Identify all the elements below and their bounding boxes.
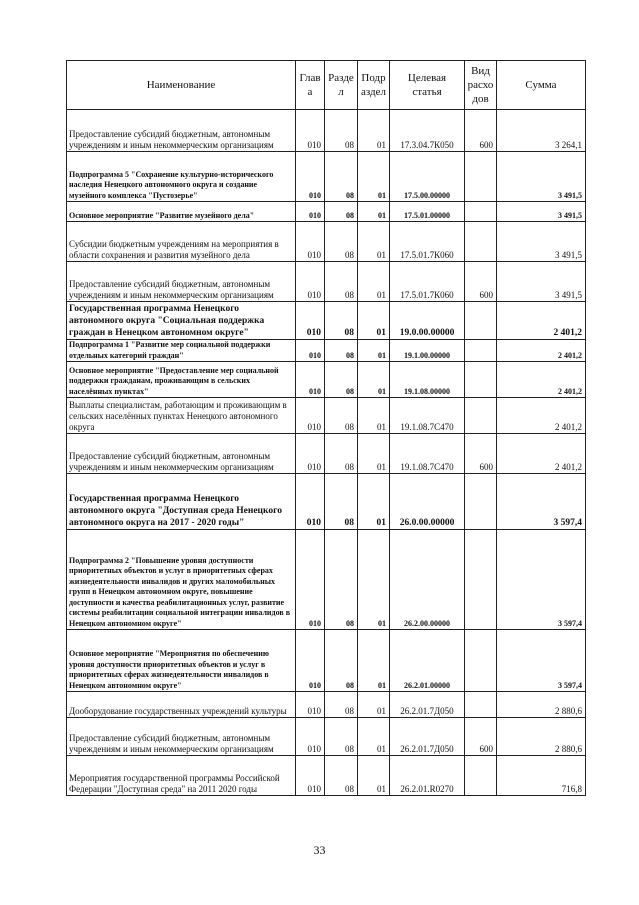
cell-glava: 010 (296, 222, 325, 262)
cell-target: 17.5.01.00000 (390, 202, 465, 222)
cell-target: 17.3.04.7К050 (390, 110, 465, 152)
table-row (67, 692, 586, 718)
cell-target: 17.5.00.00000 (390, 152, 465, 202)
table-row (67, 474, 586, 530)
cell-glava: 010 (296, 718, 325, 756)
cell-razdel: 08 (325, 718, 358, 756)
cell-vid: 600 (465, 718, 497, 756)
cell-glava: 010 (296, 202, 325, 222)
cell-target: 17.5.01.7К060 (390, 262, 465, 302)
cell-sum: 3 597,4 (497, 474, 586, 530)
cell-target: 19.0.00.00000 (390, 302, 465, 340)
cell-glava: 010 (296, 692, 325, 718)
cell-vid: 600 (465, 434, 497, 474)
cell-podrazdel: 01 (358, 340, 390, 362)
cell-podrazdel: 01 (358, 302, 390, 340)
cell-razdel: 08 (325, 692, 358, 718)
header-sum: Сумма (497, 61, 586, 110)
cell-name: Подпрограмма 5 "Сохранение культурно-исторического наследия Ненецкого автономного округа и создание музейного комплекса "Пустозерье" (67, 152, 296, 202)
cell-razdel: 08 (325, 398, 358, 434)
cell-vid (465, 362, 497, 398)
cell-razdel: 08 (325, 262, 358, 302)
cell-target: 26.2.01.R0270 (390, 756, 465, 796)
header-razdel: Разде л (325, 61, 358, 110)
cell-razdel: 08 (325, 222, 358, 262)
cell-razdel: 08 (325, 362, 358, 398)
cell-target: 26.2.01.7Д050 (390, 718, 465, 756)
cell-name: Основное мероприятие "Мероприятия по обеспечению уровня доступности приоритетных объектов и услуг в приоритетных сферах жизнедеятельности инвалидов в Ненецком автономном округе" (67, 630, 296, 692)
cell-podrazdel: 01 (358, 202, 390, 222)
cell-razdel: 08 (325, 530, 358, 630)
cell-target: 19.1.08.00000 (390, 362, 465, 398)
cell-vid (465, 340, 497, 362)
cell-razdel: 08 (325, 756, 358, 796)
cell-glava: 010 (296, 434, 325, 474)
cell-sum: 3 491,5 (497, 152, 586, 202)
cell-name: Субсидии бюджетным учреждениям на мероприятия в области сохранения и развития музейного дела (67, 222, 296, 262)
cell-razdel: 08 (325, 110, 358, 152)
table-row (67, 718, 586, 756)
cell-target: 26.2.01.00000 (390, 630, 465, 692)
cell-sum: 3 264,1 (497, 110, 586, 152)
cell-glava: 010 (296, 398, 325, 434)
cell-glava: 010 (296, 340, 325, 362)
cell-sum: 3 491,5 (497, 262, 586, 302)
cell-glava: 010 (296, 474, 325, 530)
cell-vid (465, 202, 497, 222)
cell-vid (465, 692, 497, 718)
cell-target: 19.1.08.7С470 (390, 434, 465, 474)
cell-vid: 600 (465, 110, 497, 152)
cell-vid (465, 474, 497, 530)
header-vid: Вид расхо дов (465, 61, 497, 110)
cell-podrazdel: 01 (358, 692, 390, 718)
cell-sum: 2 880,6 (497, 692, 586, 718)
table-row (67, 262, 586, 302)
table-body (67, 110, 586, 796)
table-row (67, 630, 586, 692)
cell-razdel: 08 (325, 152, 358, 202)
cell-glava: 010 (296, 262, 325, 302)
budget-table-container (66, 60, 585, 796)
header-glava: Глав а (296, 61, 325, 110)
cell-target: 26.0.00.00000 (390, 474, 465, 530)
header-target: Целевая статья (390, 61, 465, 110)
table-row (67, 222, 586, 262)
cell-name: Предоставление субсидий бюджетным, автономным учреждениям и иным некоммерческим организациям (67, 434, 296, 474)
table-row (67, 340, 586, 362)
table-header-row (67, 61, 586, 110)
cell-sum: 3 491,5 (497, 222, 586, 262)
cell-podrazdel: 01 (358, 222, 390, 262)
cell-razdel: 08 (325, 434, 358, 474)
cell-sum: 3 597,4 (497, 530, 586, 630)
table-row (67, 756, 586, 796)
cell-sum: 2 401,2 (497, 398, 586, 434)
cell-glava: 010 (296, 110, 325, 152)
cell-podrazdel: 01 (358, 474, 390, 530)
cell-name: Государственная программа Ненецкого автономного округа "Доступная среда Ненецкого автономного округа на 2017 - 2020 годы" (67, 474, 296, 530)
cell-name: Мероприятия государственной программы Российской Федерации "Доступная среда" на 2011 2020 годы (67, 756, 296, 796)
cell-name: Основное мероприятие "Развитие музейного дела" (67, 202, 296, 222)
table-row (67, 302, 586, 340)
cell-name: Предоставление субсидий бюджетным, автономным учреждениям и иным некоммерческим организациям (67, 262, 296, 302)
cell-glava: 010 (296, 362, 325, 398)
cell-name: Подпрограмма 2 "Повышение уровня доступности приоритетных объектов и услуг в приоритетных сферах жизнедеятельности инвалидов и других маломобильных групп в Ненецком автономном округе, повышение доступности и качества реабилитационных услуг, развитие системы реабилитации социальной интеграции инвалидов в Ненецком автономном округе" (67, 530, 296, 630)
table-row (67, 398, 586, 434)
cell-razdel: 08 (325, 202, 358, 222)
page-number: 33 (313, 843, 326, 857)
cell-name: Предоставление субсидий бюджетным, автономным учреждениям и иным некоммерческим организациям (67, 718, 296, 756)
cell-glava: 010 (296, 530, 325, 630)
table-row (67, 110, 586, 152)
cell-sum: 3 491,5 (497, 202, 586, 222)
cell-vid (465, 302, 497, 340)
cell-podrazdel: 01 (358, 718, 390, 756)
cell-podrazdel: 01 (358, 630, 390, 692)
cell-glava: 010 (296, 756, 325, 796)
cell-sum: 2 880,6 (497, 718, 586, 756)
cell-name: Выплаты специалистам, работающим и проживающим в сельских населённых пунктах Ненецкого автономного округа (67, 398, 296, 434)
cell-glava: 010 (296, 630, 325, 692)
table-row (67, 434, 586, 474)
cell-name: Дооборудование государственных учреждений культуры (67, 692, 296, 718)
cell-sum: 2 401,2 (497, 362, 586, 398)
cell-podrazdel: 01 (358, 530, 390, 630)
cell-vid (465, 756, 497, 796)
cell-target: 17.5.01.7К060 (390, 222, 465, 262)
cell-podrazdel: 01 (358, 756, 390, 796)
cell-target: 19.1.00.00000 (390, 340, 465, 362)
cell-sum: 3 597,4 (497, 630, 586, 692)
table-row (67, 152, 586, 202)
cell-vid (465, 222, 497, 262)
cell-name: Подпрограмма 1 "Развитие мер социальной поддержки отдельных категорий граждан" (67, 340, 296, 362)
cell-target: 26.2.00.00000 (390, 530, 465, 630)
cell-podrazdel: 01 (358, 362, 390, 398)
cell-podrazdel: 01 (358, 110, 390, 152)
header-name: Наименование (67, 61, 296, 110)
cell-podrazdel: 01 (358, 398, 390, 434)
cell-sum: 2 401,2 (497, 340, 586, 362)
budget-table (66, 60, 586, 796)
cell-razdel: 08 (325, 340, 358, 362)
cell-vid (465, 398, 497, 434)
cell-podrazdel: 01 (358, 152, 390, 202)
header-podrazdel: Подр аздел (358, 61, 390, 110)
table-row (67, 362, 586, 398)
cell-name: Основное мероприятие "Предоставление мер социальной поддержки гражданам, проживающим в сельских населённых пунктах" (67, 362, 296, 398)
cell-target: 26.2.01.7Д050 (390, 692, 465, 718)
cell-razdel: 08 (325, 474, 358, 530)
cell-sum: 2 401,2 (497, 434, 586, 474)
cell-target: 19.1.08.7С470 (390, 398, 465, 434)
cell-vid: 600 (465, 262, 497, 302)
cell-name: Государственная программа Ненецкого автономного округа "Социальная поддержка граждан в Ненецком автономном округе" (67, 302, 296, 340)
table-row (67, 530, 586, 630)
cell-vid (465, 152, 497, 202)
cell-podrazdel: 01 (358, 262, 390, 302)
cell-sum: 716,8 (497, 756, 586, 796)
cell-razdel: 08 (325, 630, 358, 692)
cell-vid (465, 630, 497, 692)
cell-sum: 2 401,2 (497, 302, 586, 340)
cell-glava: 010 (296, 152, 325, 202)
cell-name: Предоставление субсидий бюджетным, автономным учреждениям и иным некоммерческим организациям (67, 110, 296, 152)
cell-glava: 010 (296, 302, 325, 340)
cell-razdel: 08 (325, 302, 358, 340)
cell-vid (465, 530, 497, 630)
table-row (67, 202, 586, 222)
cell-podrazdel: 01 (358, 434, 390, 474)
